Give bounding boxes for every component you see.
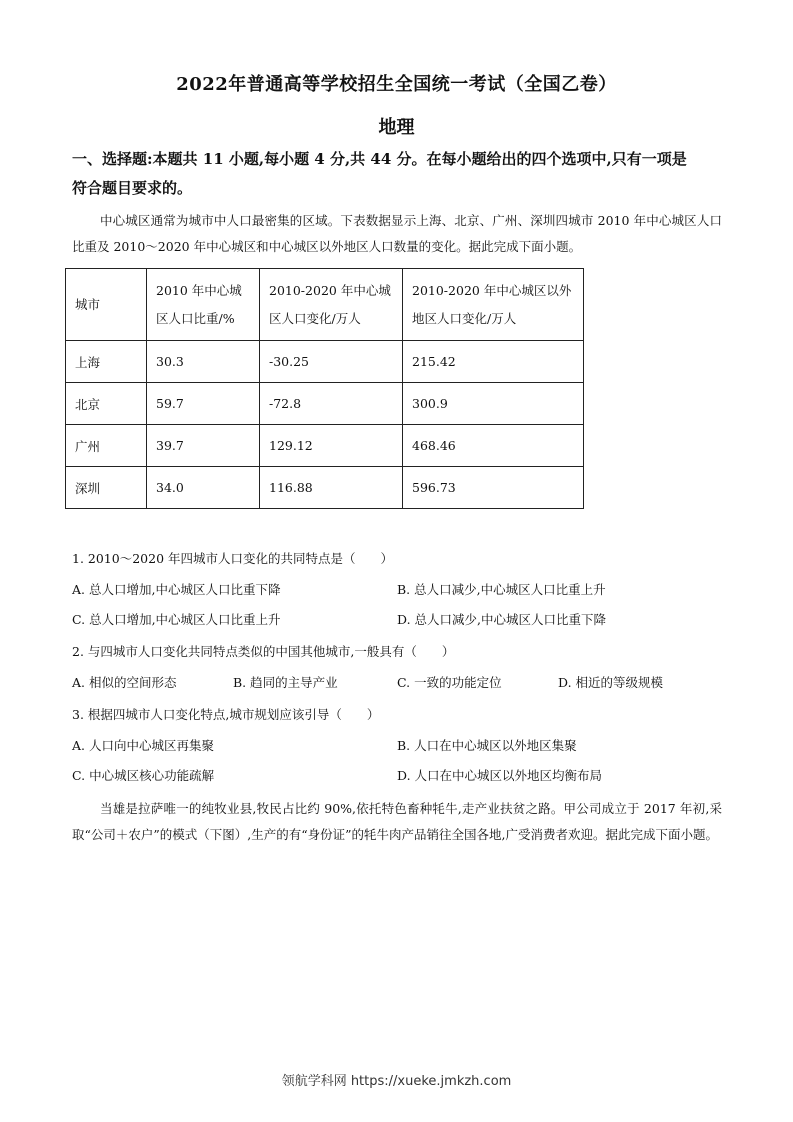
table-cell: 596.73 <box>403 467 584 509</box>
question-3-option-b[interactable]: B. 人口在中心城区以外地区集聚 <box>397 738 577 753</box>
question-1-option-d[interactable]: D. 总人口减少,中心城区人口比重下降 <box>397 612 606 627</box>
passage-intro: 中心城区通常为城市中人口最密集的区域。下表数据显示上海、北京、广州、深圳四城市 2010 年中心城区人口比重及 2010～2020 年中心城区和中心城区以外地区人口数量的变化。据此完成下面小题。 <box>72 213 722 254</box>
exam-title: 2022年普通高等学校招生全国统一考试（全国乙卷） <box>176 74 617 95</box>
question-1-option-c[interactable]: C. 总人口增加,中心城区人口比重上升 <box>72 612 281 627</box>
table-row <box>66 383 584 425</box>
subject-title: 地理 <box>378 117 415 138</box>
population-table <box>65 268 584 509</box>
table-cell: -30.25 <box>260 341 403 383</box>
table-cell: 116.88 <box>260 467 403 509</box>
table-header-cell: 2010-2020 年中心城区以外地区人口变化/万人 <box>403 269 584 341</box>
table-cell-city: 深圳 <box>66 467 147 509</box>
table-cell: 59.7 <box>147 383 260 425</box>
table-cell: 39.7 <box>147 425 260 467</box>
table-header-row <box>66 269 584 341</box>
table-row <box>66 467 584 509</box>
question-3-option-a[interactable]: A. 人口向中心城区再集聚 <box>72 738 214 753</box>
table-cell-city: 北京 <box>66 383 147 425</box>
table-header-cell: 2010-2020 年中心城区人口变化/万人 <box>260 269 403 341</box>
question-1-option-b[interactable]: B. 总人口减少,中心城区人口比重上升 <box>397 582 606 597</box>
table-cell: 30.3 <box>147 341 260 383</box>
question-3-option-d[interactable]: D. 人口在中心城区以外地区均衡布局 <box>397 768 603 783</box>
question-2-stem: 2. 与四城市人口变化共同特点类似的中国其他城市,一般具有（ ） <box>72 644 455 659</box>
table-header-cell: 2010 年中心城区人口比重/% <box>147 269 260 341</box>
section-heading-line1: 一、选择题:本题共 11 小题,每小题 4 分,共 44 分。在每小题给出的四个选项中,只有一项是 <box>72 150 687 168</box>
table-row <box>66 425 584 467</box>
footer-watermark: 领航学科网 https://xueke.jmkzh.com <box>281 1074 512 1089</box>
question-2-option-a[interactable]: A. 相似的空间形态 <box>72 675 177 690</box>
table-header-cell: 城市 <box>66 269 147 341</box>
question-3-option-c[interactable]: C. 中心城区核心功能疏解 <box>72 768 215 783</box>
question-1-option-a[interactable]: A. 总人口增加,中心城区人口比重下降 <box>72 582 281 597</box>
table-cell-city: 上海 <box>66 341 147 383</box>
question-2-option-c[interactable]: C. 一致的功能定位 <box>397 675 502 690</box>
table-cell: -72.8 <box>260 383 403 425</box>
passage-dangxiong: 当雄是拉萨唯一的纯牧业县,牧民占比约 90%,依托特色畜种牦牛,走产业扶贫之路。甲公司成立于 2017 年初,采取“公司＋农户”的模式（下图）,生产的有“身份证”的牦牛肉产品销往全国各地,广受消费者欢迎。据此完成下面小题。 <box>72 801 722 842</box>
table-cell: 129.12 <box>260 425 403 467</box>
question-2-option-d[interactable]: D. 相近的等级规模 <box>558 675 664 690</box>
section-heading <box>72 145 722 203</box>
table-cell: 215.42 <box>403 341 584 383</box>
table-row <box>66 341 584 383</box>
question-1-stem: 1. 2010～2020 年四城市人口变化的共同特点是（ ） <box>72 551 393 566</box>
table-cell: 300.9 <box>403 383 584 425</box>
question-3-stem: 3. 根据四城市人口变化特点,城市规划应该引导（ ） <box>72 707 380 722</box>
table-cell: 34.0 <box>147 467 260 509</box>
section-heading-line2: 符合题目要求的。 <box>72 179 193 197</box>
question-2-option-b[interactable]: B. 趋同的主导产业 <box>233 675 338 690</box>
table-cell-city: 广州 <box>66 425 147 467</box>
table-cell: 468.46 <box>403 425 584 467</box>
